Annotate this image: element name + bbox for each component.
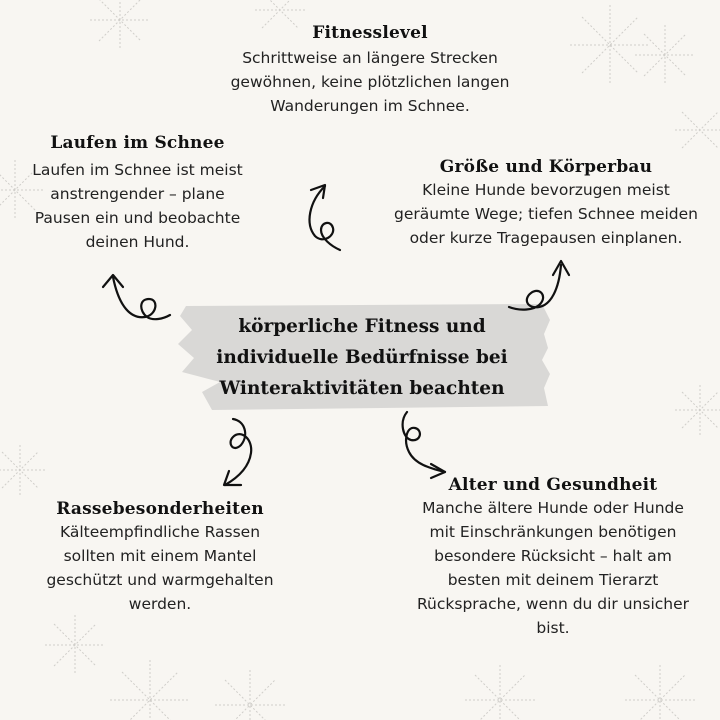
topic-rassebesonderheiten — [20, 498, 300, 616]
topic-fitnesslevel — [195, 22, 545, 118]
curly-arrow-down-right-icon — [395, 408, 455, 480]
topic-description: Manche ältere Hunde oder Hunde mit Einschränkungen benötigen besondere Rücksicht – halt am besten mit deinem Tierarzt Rücksprache, wenn du dir unsicher bist. — [416, 499, 690, 637]
topic-title: Größe und Körperbau — [439, 157, 653, 177]
topic-laufen-im-schnee — [5, 132, 270, 254]
curly-arrow-down-left-icon — [215, 415, 275, 490]
topic-description: Schrittweise an längere Strecken gewöhnen, keine plötzlichen langen Wanderungen im Schnee. — [230, 49, 510, 115]
curly-arrow-up-icon — [295, 178, 350, 253]
topic-title: Alter und Gesundheit — [448, 475, 658, 495]
central-line-2: individuelle Bedürfnisse bei — [216, 347, 508, 368]
central-topic-text — [172, 311, 552, 404]
topic-description: Kleine Hunde bevorzugen meist geräumte Wege; tiefen Schnee meiden oder kurze Tragepausen einplanen. — [394, 181, 698, 247]
topic-groesse-und-koerperbau — [372, 156, 720, 250]
topic-alter-und-gesundheit — [388, 474, 718, 640]
central-topic — [172, 300, 552, 412]
curly-arrow-up-left-icon — [95, 265, 185, 330]
topic-description: Laufen im Schnee ist meist anstrengender – plane Pausen ein und beobachte deinen Hund. — [32, 161, 243, 251]
topic-title: Fitnesslevel — [312, 23, 428, 43]
topic-title: Laufen im Schnee — [50, 133, 225, 153]
curly-arrow-up-right-icon — [505, 255, 575, 315]
topic-description: Kälteempfindliche Rassen sollten mit einem Mantel geschützt und warmgehalten werden. — [46, 523, 274, 613]
central-line-3: Winteraktivitäten beachten — [219, 378, 505, 399]
topic-title: Rassebesonderheiten — [56, 499, 264, 519]
central-line-1: körperliche Fitness und — [238, 316, 486, 337]
